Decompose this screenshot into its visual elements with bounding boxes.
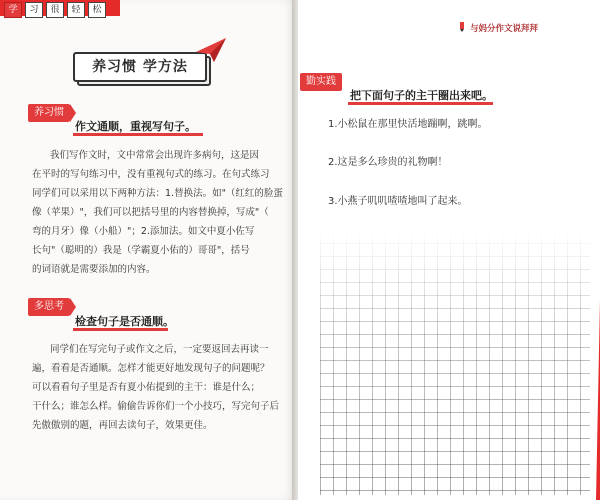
- section-subheading: 检查句子是否通顺。: [75, 315, 174, 328]
- paragraph-line: 遍，看看是否通顺。怎样才能更好地发现句子的问题呢？: [32, 363, 270, 374]
- instruction-underline: [348, 102, 493, 105]
- subheading-underline: [73, 328, 168, 331]
- header-char: 学: [4, 2, 22, 18]
- header-char: 习: [25, 2, 43, 18]
- practice-instruction: 把下面句子的主干圈出来吧。: [350, 89, 493, 102]
- section-tag-think: 多思考: [28, 298, 70, 316]
- paragraph-line: 的词语就是需要添加的内容。: [32, 264, 156, 275]
- right-header: 与妈分作文说拜拜: [470, 24, 539, 34]
- header-chars: [4, 2, 106, 18]
- paragraph-line: 弯的月牙）像（小船）"；2.添加法。如文中夏小佐写: [32, 226, 255, 237]
- section-tag-habit: 养习惯: [28, 104, 70, 122]
- paragraph-line: 在平时的写句练习中，没有重视句式的练习。在句式练习: [32, 169, 270, 180]
- writing-grid: [320, 230, 590, 495]
- subheading-underline: [73, 133, 203, 136]
- page-title: 养习惯 学方法: [73, 52, 207, 82]
- exercise-item: 1.小松鼠在那里快活地蹦啊，跳啊。: [328, 119, 488, 130]
- exercise-item: 2.这是多么珍贵的礼物啊！: [328, 157, 448, 168]
- paragraph-line: 同学们可以采用以下两种方法：1.替换法。如"（红红的脸蛋: [32, 188, 283, 199]
- header-char: 很: [46, 2, 64, 18]
- paragraph-line: 干什么；谁怎么样。偷偷告诉你们一个小技巧，写完句子后: [32, 401, 280, 412]
- pencil-icon: [458, 22, 466, 32]
- paragraph-line: 像（苹果）"，我们可以把括号里的内容替换掉，写成"（: [32, 207, 269, 218]
- header-char: 轻: [67, 2, 85, 18]
- header-char: 松: [88, 2, 106, 18]
- paper-plane-icon: [196, 38, 226, 62]
- paragraph-line: 长句"（聪明的）我是（学霸夏小佑的）哥哥"，括号: [32, 245, 250, 256]
- section-subheading: 作文通顺，重视写句子。: [75, 120, 196, 133]
- paragraph-line: 可以看看句子里是否有夏小佑提到的主干：谁是什么；: [32, 382, 261, 393]
- paragraph-line: 同学们在写完句子或作文之后，一定要返回去再读一: [50, 344, 269, 355]
- exercise-item: 3.小燕子叽叽喳喳地叫了起来。: [328, 196, 468, 207]
- paragraph-line: 我们写作文时，文中常常会出现许多病句，这是因: [50, 150, 260, 161]
- section-tag-practice: 勤实践: [300, 73, 342, 91]
- paragraph-line: 先傲傲别的题，再回去读句子，效果更佳。: [32, 420, 213, 431]
